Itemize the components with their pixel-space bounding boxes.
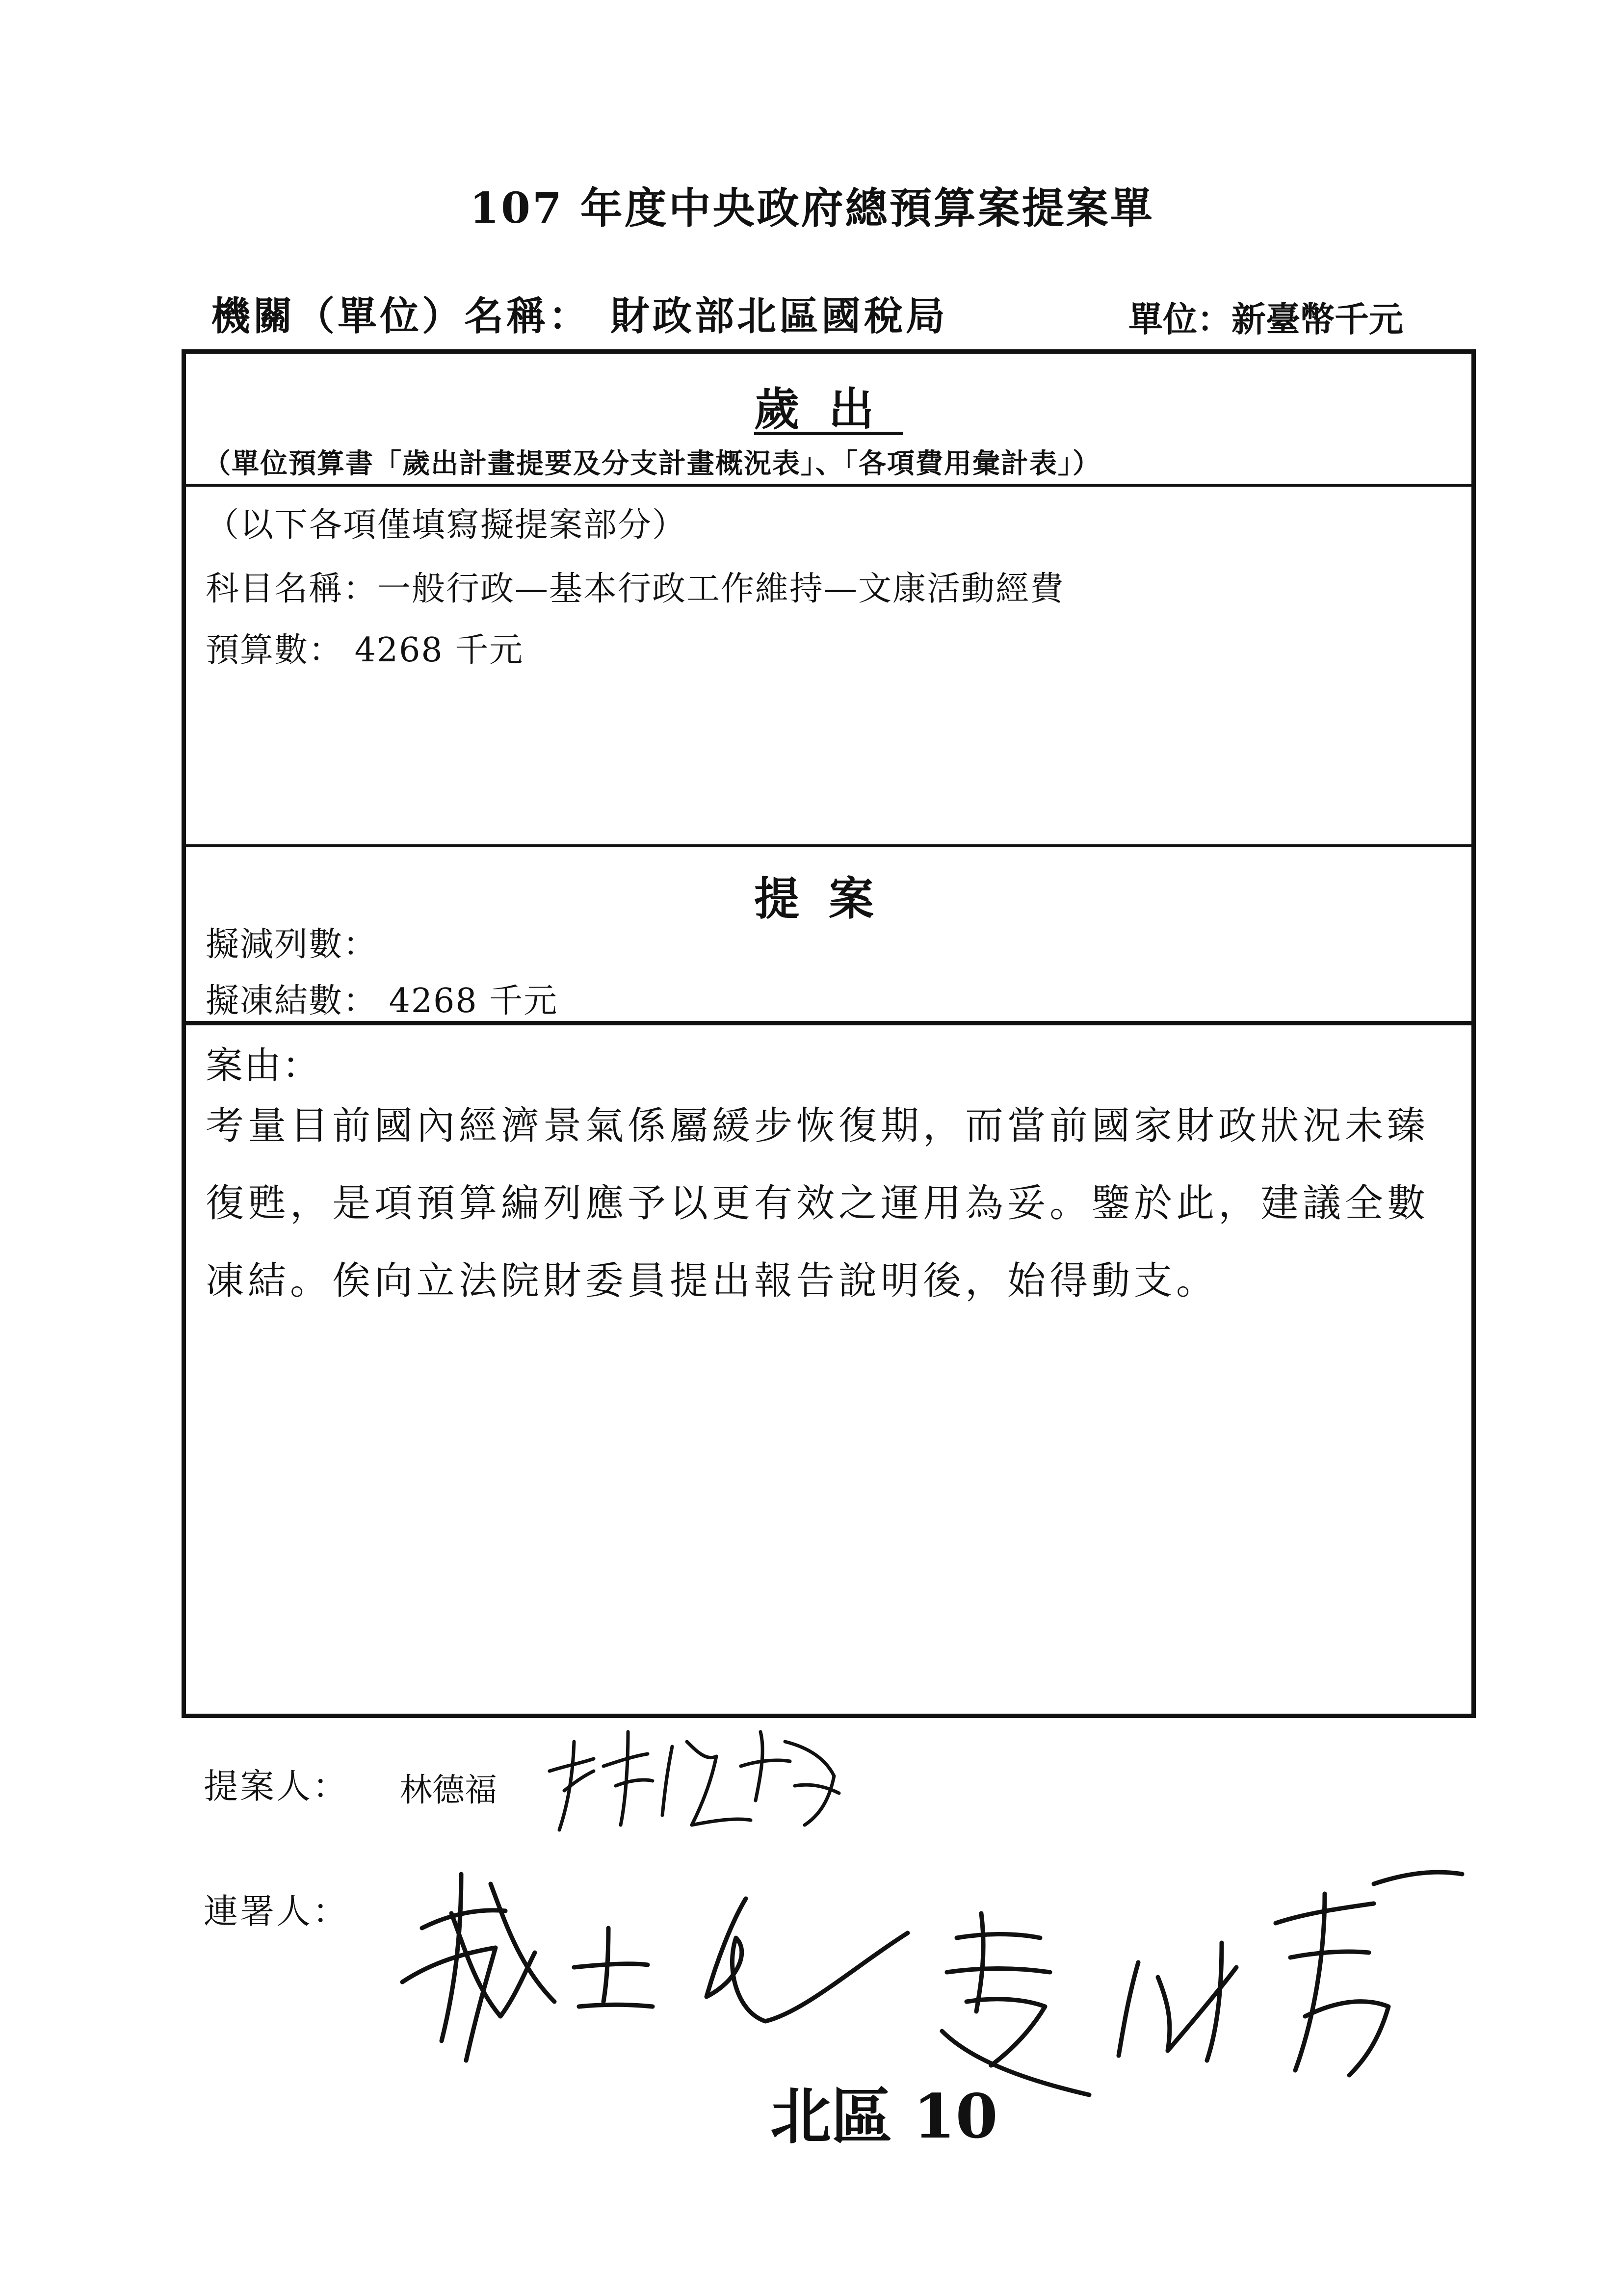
divider <box>186 1021 1471 1025</box>
reason-label: 案由： <box>206 1044 320 1087</box>
currency-unit: 單位：新臺幣千元 <box>1128 299 1403 339</box>
budget-amount: 預算數： 4268 千元 <box>206 631 524 670</box>
reduce-amount: 擬減列數： <box>206 925 378 964</box>
divider <box>186 844 1471 847</box>
proposer-name: 林德福 <box>400 1771 497 1809</box>
agency-label: 機關（單位）名稱： <box>211 293 591 339</box>
cosigner-signatures <box>393 1854 1496 2100</box>
reason-body: 考量目前國內經濟景氣係屬緩步恢復期，而當前國家財政狀況未臻復甦，是項預算編列應予以更有效之運用為妥。鑒於此，建議全數凍結。俟向立法院財委員提出報告說明後，始得動支。 <box>206 1104 1430 1303</box>
proposer-signature <box>530 1712 864 1840</box>
subject-name: 科目名稱：一般行政—基本行政工作維持—文康活動經費 <box>206 570 1065 608</box>
document-title: 107 年度中央政府總預算案提案單 <box>470 183 1154 233</box>
freeze-amount: 擬凍結數： 4268 千元 <box>206 982 558 1020</box>
agency-line <box>211 285 948 341</box>
proposal-heading: 提案 <box>754 872 903 925</box>
proposer-label: 提案人： <box>204 1766 349 1806</box>
expenditure-heading: 歲出 <box>754 383 903 436</box>
expenditure-note: （單位預算書「歲出計畫提要及分支計畫概況表」、「各項費用彙計表」） <box>203 447 1101 480</box>
fill-instruction: （以下各項僅填寫擬提案部分） <box>206 506 687 545</box>
divider <box>186 484 1471 487</box>
agency-name: 財政部北區國稅局 <box>610 293 948 339</box>
proposal-form-table <box>182 349 1476 1718</box>
document-number: 北區 10 <box>770 2081 998 2152</box>
cosigner-label: 連署人： <box>204 1891 349 1931</box>
